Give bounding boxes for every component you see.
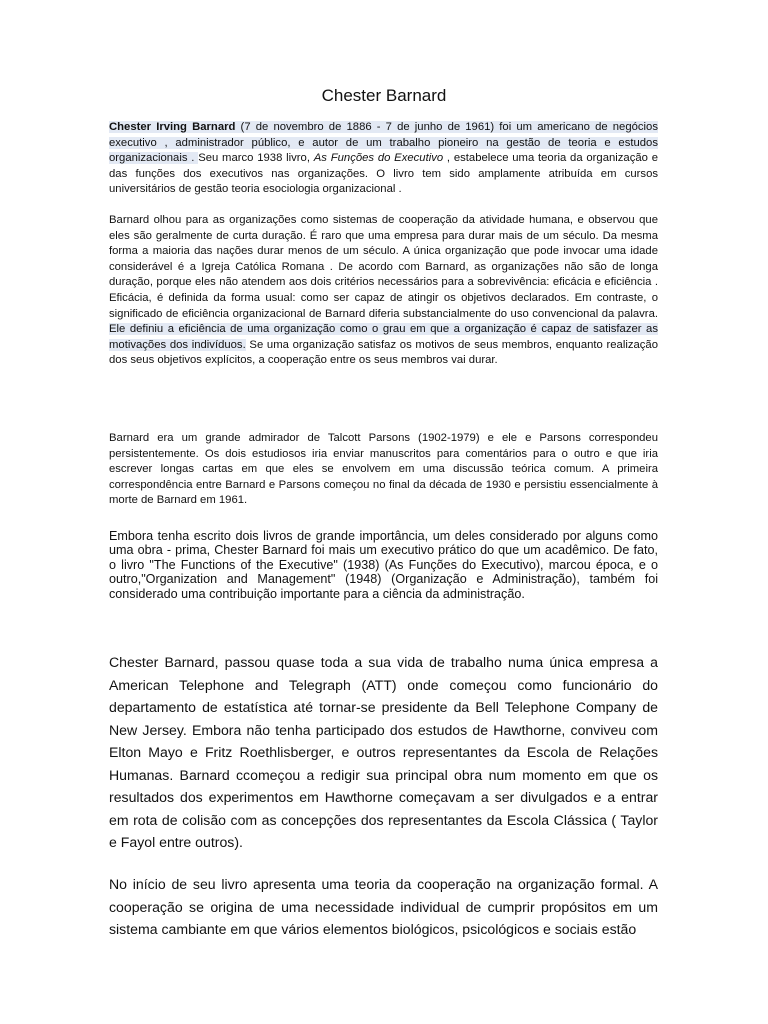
intro-text-b: , estabelece uma teoria da organização e das funções dos executivos nas organizações. O livro tem sido amplamente atribuída em cursos universitários de gestão teoria esociologia organizacional .	[109, 152, 658, 196]
book-title: As Funções do Executivo	[313, 152, 444, 165]
paragraph-organizations	[109, 213, 658, 369]
efficiency-highlight: Ele definiu a eficiência de uma organização como o grau em que a organização é capaz de satisfazer as motivações dos indivíduos.	[109, 323, 658, 351]
paragraph-parsons: Barnard era um grande admirador de Talcott Parsons (1902-1979) e ele e Parsons correspondeu persistentemente. Os dois estudiosos iria enviar manuscritos para comentários para o outro e que iria escrever longas cartas em que eles se envolvem em uma discussão teórica comum. A primeira correspondência entre Barnard e Parsons começou no final da década de 1930 e persistiu essencialmente à morte de Barnard em 1961.	[109, 432, 658, 507]
paragraph-cooperation: No início de seu livro apresenta uma teoria da cooperação na organização formal. A cooperação se origina de uma necessidade individual de cumprir propósitos em um sistema cambiante em que vários elementos biológicos, psicológicos e sociais estão	[109, 876, 658, 937]
paragraph-intro	[109, 120, 658, 198]
paragraph-books: Embora tenha escrito dois livros de grande importância, um deles considerado por alguns como uma obra - prima, Chester Barnard foi mais um executivo prático do que um acadêmico. De fato, o livro "The Functions of the Executive" (1938) (As Funções do Executivo), marcou época, e o outro,"Organization and Management" (1948) (Organização e Administração), também foi considerado uma contribuição importante para a ciência da administração.	[109, 529, 658, 601]
paragraph-career: Chester Barnard, passou quase toda a sua vida de trabalho numa única empresa a American Telephone and Telegraph (ATT) onde começou como funcionário do departamento de estatística até tornar-se presidente da Bell Telephone Company de New Jersey. Embora não tenha participado dos estudos de Hawthorne, conviveu com Elton Mayo e Fritz Roethlisberger, e outros representantes da Escola de Relações Humanas. Barnard ccomeçou a redigir sua principal obra num momento em que os resultados dos experimentos em Hawthorne começavam a ser divulgados e a entrar em rota de colisão com as concepções dos representantes da Escola Clássica ( Taylor e Fayol entre outros).	[109, 654, 658, 850]
intro-text-a: Seu marco 1938 livro,	[198, 152, 314, 165]
subject-name: Chester Irving Barnard	[109, 121, 236, 133]
intro-highlight-text: (7 de novembro de 1886 - 7 de junho de 1961) foi um americano de negócios executivo , administrador público, e autor de um trabalho pioneiro na gestão de teoria e estudos organizacionais .	[109, 121, 658, 165]
document-title: Chester Barnard	[321, 86, 447, 105]
organizations-text-a: Barnard olhou para as organizações como sistemas de cooperação da atividade humana, e observou que eles são geralmente de curta duração. É raro que uma empresa para durar mais de um século. Da mesma forma a maioria das nações durar menos de um século. A única organização que pode invocar uma idade considerável é a Igreja Católica Romana . De acordo com Barnard, as organizações não são de longa duração, porque eles não atendem aos dois critérios necessários para a sobrevivência: eficácia e eficiência . Eficácia, é definida da forma usual: como ser capaz de atingir os objetivos declarados. Em contraste, o significado de eficiência organizacional de Barnard diferia substancialmente do uso convencional da palavra.	[109, 214, 658, 320]
organizations-text-b: Se uma organização satisfaz os motivos de seus membros, enquanto realização dos seus objetivos explícitos, a cooperação entre os seus membros vai durar.	[109, 338, 658, 367]
